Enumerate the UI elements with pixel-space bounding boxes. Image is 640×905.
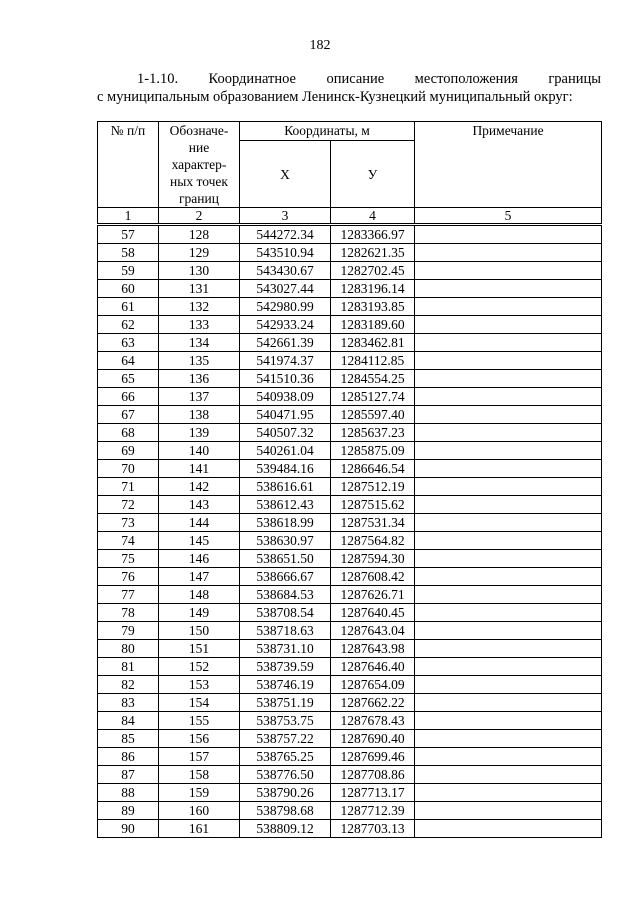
table-row bbox=[98, 640, 602, 658]
cell-x: 538753.75 bbox=[240, 712, 331, 730]
cell-x: 544272.34 bbox=[240, 225, 331, 244]
cell-num: 59 bbox=[98, 262, 159, 280]
cell-x: 538757.22 bbox=[240, 730, 331, 748]
cell-x: 538765.25 bbox=[240, 748, 331, 766]
cell-designation: 146 bbox=[159, 550, 240, 568]
cell-note bbox=[415, 370, 602, 388]
cell-designation: 145 bbox=[159, 532, 240, 550]
cell-y: 1282621.35 bbox=[331, 244, 415, 262]
cell-x: 538746.19 bbox=[240, 676, 331, 694]
cell-note bbox=[415, 334, 602, 352]
table-row bbox=[98, 352, 602, 370]
cell-x: 538790.26 bbox=[240, 784, 331, 802]
cell-designation: 130 bbox=[159, 262, 240, 280]
cell-x: 542980.99 bbox=[240, 298, 331, 316]
cell-num: 72 bbox=[98, 496, 159, 514]
cell-designation: 148 bbox=[159, 586, 240, 604]
cell-x: 538809.12 bbox=[240, 820, 331, 838]
cell-y: 1287608.42 bbox=[331, 568, 415, 586]
table-row bbox=[98, 568, 602, 586]
cell-note bbox=[415, 766, 602, 784]
cell-note bbox=[415, 514, 602, 532]
table-row bbox=[98, 316, 602, 334]
table-row bbox=[98, 766, 602, 784]
cell-num: 61 bbox=[98, 298, 159, 316]
table-row bbox=[98, 622, 602, 640]
cell-y: 1287690.40 bbox=[331, 730, 415, 748]
cell-note bbox=[415, 784, 602, 802]
cell-x: 538718.63 bbox=[240, 622, 331, 640]
cell-note bbox=[415, 622, 602, 640]
cell-y: 1283189.60 bbox=[331, 316, 415, 334]
table-row bbox=[98, 712, 602, 730]
table-row bbox=[98, 532, 602, 550]
cell-y: 1287703.13 bbox=[331, 820, 415, 838]
cell-x: 540261.04 bbox=[240, 442, 331, 460]
table-row bbox=[98, 442, 602, 460]
table-row bbox=[98, 802, 602, 820]
coordinates-table bbox=[97, 121, 602, 838]
cell-y: 1287654.09 bbox=[331, 676, 415, 694]
cell-x: 538731.10 bbox=[240, 640, 331, 658]
cell-num: 88 bbox=[98, 784, 159, 802]
cell-x: 538798.68 bbox=[240, 802, 331, 820]
cell-designation: 151 bbox=[159, 640, 240, 658]
table-row bbox=[98, 748, 602, 766]
table-row bbox=[98, 730, 602, 748]
cell-designation: 150 bbox=[159, 622, 240, 640]
section-heading bbox=[97, 70, 601, 106]
cell-note bbox=[415, 280, 602, 298]
header-note: Примечание bbox=[415, 122, 602, 208]
cell-num: 77 bbox=[98, 586, 159, 604]
cell-note bbox=[415, 568, 602, 586]
table-row bbox=[98, 370, 602, 388]
heading-word: местоположения bbox=[414, 71, 518, 87]
cell-note bbox=[415, 352, 602, 370]
cell-num: 81 bbox=[98, 658, 159, 676]
table-row bbox=[98, 586, 602, 604]
cell-note bbox=[415, 442, 602, 460]
cell-note bbox=[415, 640, 602, 658]
cell-designation: 152 bbox=[159, 658, 240, 676]
cell-y: 1285597.40 bbox=[331, 406, 415, 424]
cell-y: 1287662.22 bbox=[331, 694, 415, 712]
header-designation: Обозначе- ние характер- ных точек границ bbox=[159, 122, 240, 208]
table-row bbox=[98, 496, 602, 514]
cell-num: 87 bbox=[98, 766, 159, 784]
cell-num: 68 bbox=[98, 424, 159, 442]
cell-note bbox=[415, 550, 602, 568]
cell-designation: 129 bbox=[159, 244, 240, 262]
cell-x: 540507.32 bbox=[240, 424, 331, 442]
cell-num: 90 bbox=[98, 820, 159, 838]
table-row bbox=[98, 658, 602, 676]
heading-word: описание bbox=[326, 71, 385, 87]
cell-designation: 158 bbox=[159, 766, 240, 784]
cell-num: 83 bbox=[98, 694, 159, 712]
cell-designation: 159 bbox=[159, 784, 240, 802]
cell-y: 1283366.97 bbox=[331, 225, 415, 244]
cell-y: 1287626.71 bbox=[331, 586, 415, 604]
cell-x: 538651.50 bbox=[240, 550, 331, 568]
cell-num: 84 bbox=[98, 712, 159, 730]
table-row bbox=[98, 460, 602, 478]
cell-designation: 144 bbox=[159, 514, 240, 532]
cell-note bbox=[415, 460, 602, 478]
cell-designation: 161 bbox=[159, 820, 240, 838]
table-row bbox=[98, 514, 602, 532]
cell-note bbox=[415, 262, 602, 280]
cell-designation: 160 bbox=[159, 802, 240, 820]
cell-designation: 154 bbox=[159, 694, 240, 712]
cell-num: 62 bbox=[98, 316, 159, 334]
cell-designation: 138 bbox=[159, 406, 240, 424]
cell-y: 1287643.04 bbox=[331, 622, 415, 640]
table-row bbox=[98, 784, 602, 802]
cell-x: 540471.95 bbox=[240, 406, 331, 424]
cell-designation: 147 bbox=[159, 568, 240, 586]
cell-y: 1287713.17 bbox=[331, 784, 415, 802]
cell-num: 75 bbox=[98, 550, 159, 568]
cell-num: 58 bbox=[98, 244, 159, 262]
cell-num: 79 bbox=[98, 622, 159, 640]
cell-x: 538776.50 bbox=[240, 766, 331, 784]
cell-y: 1287594.30 bbox=[331, 550, 415, 568]
column-number: 3 bbox=[240, 208, 331, 225]
heading-word: Координатное bbox=[208, 71, 296, 87]
cell-num: 63 bbox=[98, 334, 159, 352]
cell-x: 543430.67 bbox=[240, 262, 331, 280]
heading-word: 1-1.10. bbox=[137, 71, 179, 87]
cell-y: 1285127.74 bbox=[331, 388, 415, 406]
cell-num: 78 bbox=[98, 604, 159, 622]
cell-note bbox=[415, 730, 602, 748]
cell-x: 539484.16 bbox=[240, 460, 331, 478]
cell-num: 67 bbox=[98, 406, 159, 424]
cell-num: 85 bbox=[98, 730, 159, 748]
cell-designation: 149 bbox=[159, 604, 240, 622]
cell-num: 73 bbox=[98, 514, 159, 532]
cell-x: 541510.36 bbox=[240, 370, 331, 388]
cell-num: 82 bbox=[98, 676, 159, 694]
cell-designation: 153 bbox=[159, 676, 240, 694]
table-body bbox=[98, 225, 602, 838]
cell-y: 1287512.19 bbox=[331, 478, 415, 496]
table-row bbox=[98, 550, 602, 568]
cell-y: 1286646.54 bbox=[331, 460, 415, 478]
cell-num: 86 bbox=[98, 748, 159, 766]
cell-num: 60 bbox=[98, 280, 159, 298]
header-coordinates: Координаты, м bbox=[240, 122, 415, 141]
cell-x: 538666.67 bbox=[240, 568, 331, 586]
cell-num: 64 bbox=[98, 352, 159, 370]
cell-num: 80 bbox=[98, 640, 159, 658]
cell-y: 1284554.25 bbox=[331, 370, 415, 388]
cell-y: 1287646.40 bbox=[331, 658, 415, 676]
column-number: 1 bbox=[98, 208, 159, 225]
cell-note bbox=[415, 820, 602, 838]
heading-line-1 bbox=[97, 70, 601, 88]
cell-y: 1282702.45 bbox=[331, 262, 415, 280]
table-row bbox=[98, 694, 602, 712]
cell-designation: 131 bbox=[159, 280, 240, 298]
cell-y: 1285875.09 bbox=[331, 442, 415, 460]
cell-num: 71 bbox=[98, 478, 159, 496]
cell-designation: 155 bbox=[159, 712, 240, 730]
cell-y: 1287708.86 bbox=[331, 766, 415, 784]
cell-designation: 142 bbox=[159, 478, 240, 496]
cell-num: 57 bbox=[98, 225, 159, 244]
cell-x: 538684.53 bbox=[240, 586, 331, 604]
cell-x: 542933.24 bbox=[240, 316, 331, 334]
table-row bbox=[98, 388, 602, 406]
cell-num: 74 bbox=[98, 532, 159, 550]
heading-word: границы bbox=[548, 71, 601, 87]
cell-x: 542661.39 bbox=[240, 334, 331, 352]
cell-note bbox=[415, 712, 602, 730]
column-number-row bbox=[98, 208, 602, 225]
cell-y: 1287643.98 bbox=[331, 640, 415, 658]
cell-designation: 134 bbox=[159, 334, 240, 352]
cell-y: 1287531.34 bbox=[331, 514, 415, 532]
cell-num: 76 bbox=[98, 568, 159, 586]
table-row bbox=[98, 676, 602, 694]
cell-designation: 128 bbox=[159, 225, 240, 244]
table-row bbox=[98, 298, 602, 316]
cell-note bbox=[415, 478, 602, 496]
cell-note bbox=[415, 244, 602, 262]
cell-num: 65 bbox=[98, 370, 159, 388]
column-number: 5 bbox=[415, 208, 602, 225]
table-row bbox=[98, 262, 602, 280]
cell-y: 1283462.81 bbox=[331, 334, 415, 352]
cell-x: 543027.44 bbox=[240, 280, 331, 298]
table-row bbox=[98, 406, 602, 424]
cell-note bbox=[415, 424, 602, 442]
table-row bbox=[98, 604, 602, 622]
cell-y: 1285637.23 bbox=[331, 424, 415, 442]
cell-note bbox=[415, 748, 602, 766]
table-row bbox=[98, 424, 602, 442]
cell-designation: 143 bbox=[159, 496, 240, 514]
cell-y: 1284112.85 bbox=[331, 352, 415, 370]
cell-note bbox=[415, 496, 602, 514]
header-num: № п/п bbox=[98, 122, 159, 208]
cell-note bbox=[415, 225, 602, 244]
cell-x: 538618.99 bbox=[240, 514, 331, 532]
cell-designation: 140 bbox=[159, 442, 240, 460]
cell-y: 1287712.39 bbox=[331, 802, 415, 820]
cell-note bbox=[415, 694, 602, 712]
cell-y: 1287515.62 bbox=[331, 496, 415, 514]
cell-designation: 156 bbox=[159, 730, 240, 748]
table-row bbox=[98, 478, 602, 496]
column-number: 2 bbox=[159, 208, 240, 225]
cell-num: 69 bbox=[98, 442, 159, 460]
cell-y: 1287564.82 bbox=[331, 532, 415, 550]
header-y: У bbox=[331, 141, 415, 208]
page-number: 182 bbox=[309, 38, 331, 53]
cell-designation: 135 bbox=[159, 352, 240, 370]
table-row bbox=[98, 244, 602, 262]
cell-y: 1283196.14 bbox=[331, 280, 415, 298]
cell-designation: 136 bbox=[159, 370, 240, 388]
cell-num: 70 bbox=[98, 460, 159, 478]
cell-note bbox=[415, 316, 602, 334]
cell-note bbox=[415, 676, 602, 694]
cell-y: 1287699.46 bbox=[331, 748, 415, 766]
cell-note bbox=[415, 298, 602, 316]
cell-y: 1283193.85 bbox=[331, 298, 415, 316]
column-number: 4 bbox=[331, 208, 415, 225]
cell-y: 1287640.45 bbox=[331, 604, 415, 622]
cell-num: 66 bbox=[98, 388, 159, 406]
table-row bbox=[98, 225, 602, 244]
cell-num: 89 bbox=[98, 802, 159, 820]
cell-x: 541974.37 bbox=[240, 352, 331, 370]
table-row bbox=[98, 334, 602, 352]
cell-note bbox=[415, 658, 602, 676]
cell-x: 538612.43 bbox=[240, 496, 331, 514]
heading-line-2: с муниципальным образованием Ленинск-Кузнецкий муниципальный округ: bbox=[97, 89, 573, 105]
cell-designation: 139 bbox=[159, 424, 240, 442]
cell-note bbox=[415, 586, 602, 604]
cell-x: 540938.09 bbox=[240, 388, 331, 406]
cell-note bbox=[415, 406, 602, 424]
cell-x: 538630.97 bbox=[240, 532, 331, 550]
cell-designation: 141 bbox=[159, 460, 240, 478]
cell-note bbox=[415, 802, 602, 820]
cell-note bbox=[415, 604, 602, 622]
header-x: Х bbox=[240, 141, 331, 208]
cell-designation: 137 bbox=[159, 388, 240, 406]
cell-x: 538708.54 bbox=[240, 604, 331, 622]
cell-designation: 157 bbox=[159, 748, 240, 766]
table-row bbox=[98, 280, 602, 298]
cell-x: 538739.59 bbox=[240, 658, 331, 676]
cell-designation: 133 bbox=[159, 316, 240, 334]
table-row bbox=[98, 820, 602, 838]
cell-x: 543510.94 bbox=[240, 244, 331, 262]
cell-note bbox=[415, 532, 602, 550]
cell-designation: 132 bbox=[159, 298, 240, 316]
cell-note bbox=[415, 388, 602, 406]
cell-x: 538616.61 bbox=[240, 478, 331, 496]
cell-y: 1287678.43 bbox=[331, 712, 415, 730]
cell-x: 538751.19 bbox=[240, 694, 331, 712]
